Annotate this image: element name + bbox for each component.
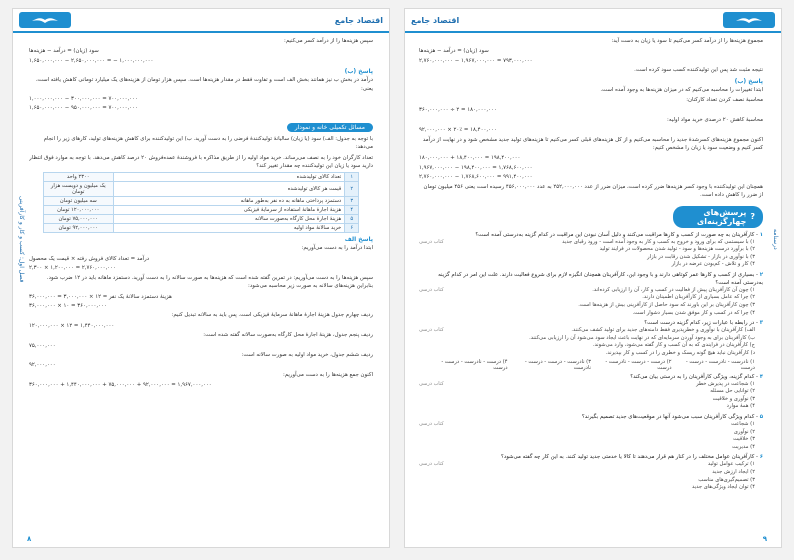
answer-heading: پاسخ (ب) bbox=[344, 68, 373, 76]
choice[interactable]: ۲) درست - درست - نادرست - درست bbox=[605, 358, 672, 371]
paragraph: محاسبهٔ نصف کردن تعداد کارکنان: bbox=[686, 97, 763, 104]
paragraph: ردیف چهارم جدول هزینهٔ اجارهٔ ماهانهٔ سرمایهٔ فیزیکی است. پس باید به سالانه تبدیل کنیم: bbox=[171, 312, 373, 319]
row-number: ۲ bbox=[345, 182, 359, 197]
page-body bbox=[29, 37, 373, 529]
paragraph: تعداد کارگران خود را به نصف می‌رساند. خرید مواد اولیه را از طریق مذاکره با فروشندهٔ عمده‌فروش ۲۰ درصد کاهش می‌دهد. با توجه به موارد فوق انتظار دارید سود یا زیان این تولیدکننده چه مقدار تغییر کند؟ bbox=[29, 154, 373, 170]
question-item bbox=[419, 271, 763, 317]
paragraph: اکنون جمع هزینه‌ها را به دست می‌آوریم: bbox=[282, 371, 373, 378]
source-tag: کتاب درسی bbox=[419, 380, 444, 387]
equation: هزینهٔ دستمزد سالانهٔ یک نفر = ۱۲ × ۳,۰۰۰,۰۰۰ = ۳۶,۰۰۰,۰۰۰ bbox=[29, 293, 172, 300]
paragraph: درآمد در بخش ب نیز همانند بخش الف است و تفاوت فقط در مقدار هزینه‌ها است. سپس هزار تومان از هزینه‌های یک میلیارد تومانی کاهش یافته است، یعنی: bbox=[36, 77, 373, 92]
question-text: ۳ - در رابطه با عبارات زیر، کدام گزینه درست است؟ bbox=[644, 320, 763, 327]
table-row bbox=[43, 224, 358, 233]
side-label: فصل اول: کسب و کار و کارآفرینی bbox=[18, 195, 25, 283]
question-number: ۲ bbox=[759, 271, 763, 278]
option[interactable]: ۲) توانایی حل مسئله bbox=[710, 388, 755, 395]
answer-heading: پاسخ الف bbox=[344, 236, 373, 244]
question-item bbox=[419, 319, 763, 370]
source-tag: کتاب درسی bbox=[419, 238, 444, 245]
option[interactable]: ۳) چون کارآفرینان بر این باورند که سود حاصل از کارآفرینی بیش از هزینه‌ها است. bbox=[578, 302, 755, 309]
choice[interactable]: ۱) نادرست - نادرست - درست - درست bbox=[685, 358, 755, 371]
equation: ۱,۰۰۰,۰۰۰,۰۰۰ − ۳۰۰,۰۰۰,۰۰۰ = ۷۰۰,۰۰۰,۰۰۰ bbox=[29, 96, 138, 103]
choice-row bbox=[419, 359, 763, 371]
right-page bbox=[404, 8, 782, 548]
row-value: یک میلیون و دویست هزار تومان bbox=[43, 182, 113, 197]
paragraph: اکنون مجموع هزینه‌های کسرشدهٔ جدید را محاسبه می‌کنیم و از کل هزینه‌های قبلی کسر می‌کنیم تا هزینه‌های تولید جدید مشخص شود و در نهایت از درآمد کسر کنیم و وضعیت سود یا زیان را مشخص کنیم: bbox=[422, 136, 763, 152]
option[interactable]: ۴) مدیریت bbox=[732, 443, 755, 450]
row-value: ۹۲,۰۰۰,۰۰۰ تومان bbox=[43, 224, 113, 233]
row-number: ۳ bbox=[345, 197, 359, 206]
option[interactable]: ۱) چون آن کارآفرینان پیش از فعالیت در کسب و کار، آن را ارزیابی کرده‌اند. bbox=[592, 286, 755, 293]
page-number: ۹ bbox=[762, 535, 767, 543]
row-number: ۱ bbox=[345, 173, 359, 182]
equation: ۱۲۰,۰۰۰,۰۰۰ × ۱۲ = ۱,۴۴۰,۰۰۰,۰۰۰ bbox=[29, 322, 115, 329]
option[interactable]: ب) کارآفرینان برای به وجود آوردن سرمایه‌ای که در نهایت باعث ایجاد سود می‌شود آن را ارزیابی می‌کنند. bbox=[529, 334, 755, 341]
equation: ۲,۷۶۰,۰۰۰,۰۰۰ − ۱,۷۶۸,۶۰۰,۰۰۰ = ۹۹۱,۴۰۰,۰۰۰ bbox=[419, 174, 533, 181]
header-title: اقتصاد جامع bbox=[334, 15, 383, 25]
question-item bbox=[419, 231, 763, 269]
row-number: ۵ bbox=[345, 215, 359, 224]
answer-heading: پاسخ (ب) bbox=[734, 77, 763, 85]
section-heading bbox=[673, 206, 763, 228]
option[interactable]: ۲) با برآورد درست هزینه‌ها و سود - تولید شدن محصولات در فرایند تولید bbox=[599, 246, 755, 253]
question-body: کارآفرینان به چه صورت از کسب و کارها مراقبت می‌کنند و دلیل آسان نبودن این مراقبت در کدام گزینه به‌درستی آمده است؟ bbox=[475, 231, 755, 238]
question-text: ۱ - کارآفرینان به چه صورت از کسب و کارها مراقبت می‌کنند و دلیل آسان نبودن این مراقبت در کدام گزینه به‌درستی آمده است؟ bbox=[475, 231, 763, 238]
paragraph: ردیف ششم جدول، خرید مواد اولیه به صورت سالانه است: bbox=[241, 351, 373, 358]
source-tag: کتاب درسی bbox=[419, 421, 444, 427]
question-item bbox=[419, 373, 763, 411]
question-body: کدام گزینه، ویژگی کارآفرینان را به درستی بیان می‌کند؟ bbox=[630, 373, 755, 380]
equation: ۷۵,۰۰۰,۰۰۰ bbox=[29, 342, 56, 349]
choice[interactable]: ۳) نادرست - درست - درست - نادرست bbox=[524, 358, 591, 371]
source-tag: کتاب درسی bbox=[419, 461, 444, 468]
header-title: اقتصاد جامع bbox=[411, 15, 460, 25]
question-text: ۲ - بسیاری از کسب و کارها عمر کوتاهی دارند و با وجود این، کارآفرینان همچنان انگیزه لازم برای شروع فعالیت دارند. علت این امر در کدام گزینه به‌درستی آمده است؟ bbox=[438, 271, 763, 286]
question-number: ۴ bbox=[759, 373, 763, 380]
question-body: کارآفرینان عوامل مختلف را در کنار هم قرار می‌دهند تا کالا یا خدمتی جدید تولید کنند. به این کار چه گفته می‌شود؟ bbox=[500, 454, 755, 461]
option[interactable]: ۲) چرا که عامل بسیاری از کارآفرینان اطمینان دارند. bbox=[642, 294, 755, 301]
paragraph: محاسبهٔ کاهش ۲۰ درصدی خرید مواد اولیه: bbox=[667, 116, 763, 123]
choice[interactable]: ۴) درست - نادرست - درست - درست bbox=[441, 358, 508, 371]
question-item bbox=[419, 413, 763, 451]
page-header bbox=[405, 9, 781, 33]
paragraph: ابتدا تغییرات را محاسبه می‌کنیم که در میزان هزینه‌ها به وجود آمده است. bbox=[600, 86, 763, 93]
equation: سود (زیان) = درآمد − هزینه‌ها bbox=[419, 48, 489, 55]
paragraph: ردیف پنجم جدول، هزینهٔ اجارهٔ محل کارگاه به‌صورت سالانه گفته شده است: bbox=[203, 332, 373, 339]
page-header bbox=[13, 9, 389, 33]
option[interactable]: ۱) شجاعت bbox=[731, 421, 755, 427]
option[interactable]: ۳) نوآوری و خلاقیت bbox=[712, 395, 755, 402]
option[interactable]: ۱) شجاعت در پذیرش خطر bbox=[696, 380, 755, 387]
row-label: قیمت هر کالای تولیدشده bbox=[113, 182, 344, 197]
option[interactable]: ۴) چرا که در کسب و کار موفق شدن بسیار دشوار است. bbox=[632, 309, 755, 316]
option[interactable]: ج) کارآفرینان در فرایندی که به آن کسب و کار گفته می‌شود، وارد می‌شوند. bbox=[592, 342, 755, 349]
equation: ۲,۷۶۰,۰۰۰,۰۰۰ − ۱,۹۶۷,۰۰۰,۰۰۰ = ۷۹۳,۰۰۰,۰۰۰ bbox=[419, 57, 533, 64]
option[interactable]: ۳) خلاقیت bbox=[733, 436, 755, 443]
paragraph: سپس هزینه‌ها را به دست می‌آوریم: در تمرین گفته شده است که هزینه‌ها به صورت سالانه را به دست آورید. دستمزد ماهانه باید در ۱۲ ضرب شود. بنابراین هزینه‌های سالانه به صورت زیر محاسبه می‌شود: bbox=[46, 274, 373, 290]
option[interactable]: ۴) همهٔ موارد bbox=[726, 403, 755, 410]
row-label: هزینهٔ اجارهٔ ماهانهٔ استفاده از سرمایهٔ فیزیکی bbox=[113, 206, 344, 215]
equation: ۱,۹۶۷,۰۰۰,۰۰۰ − ۱۹۸,۴۰۰,۰۰۰ = ۱,۷۶۸,۶۰۰,۰۰۰ bbox=[419, 164, 533, 171]
question-number: ۵ bbox=[759, 414, 763, 420]
question-number: ۱ bbox=[759, 231, 763, 238]
paragraph: سپس هزینه‌ها را از درآمد کسر می‌کنیم: bbox=[284, 38, 373, 44]
side-label: درسنامه bbox=[772, 228, 779, 250]
page-number: ۸ bbox=[27, 535, 32, 543]
paragraph: ابتدا درآمد را به دست می‌آوریم: bbox=[301, 245, 373, 252]
option[interactable]: د) کارآفرینان نباید هیچ گونه ریسک و خطری را در کسب و کار بپذیرند. bbox=[605, 350, 755, 357]
question-body: بسیاری از کسب و کارها عمر کوتاهی دارند و با وجود این، کارآفرینان همچنان انگیزه لازم برای شروع فعالیت دارند. علت این امر در کدام گزینه به‌درستی آمده است؟ bbox=[438, 271, 763, 286]
table-row bbox=[43, 206, 358, 215]
question-mark-icon: ? bbox=[750, 212, 755, 221]
question-text: ۶ - کارآفرینان عوامل مختلف را در کنار هم قرار می‌دهند تا کالا یا خدمتی جدید تولید کنند. به این کار چه گفته می‌شود؟ bbox=[500, 454, 763, 461]
equation: ۲,۳۰۰ × ۱,۲۰۰,۰۰۰ = ۲,۷۶۰,۰۰۰,۰۰۰ bbox=[29, 265, 116, 272]
option[interactable]: الف) کارآفرینان با نوآوری و خطرپذیری فقط دامنه‌های جدید برای تولید کشف می‌کنند. bbox=[571, 327, 755, 334]
table-row bbox=[43, 215, 358, 224]
row-value: سه میلیون تومان bbox=[43, 197, 113, 206]
box-title: مسائل تکمیلی خانه و نمودار bbox=[287, 123, 373, 132]
left-page bbox=[12, 8, 390, 548]
option[interactable]: ۲) نوآوری bbox=[733, 428, 755, 435]
option[interactable]: ۲) ایجاد ارزش جدید bbox=[712, 468, 755, 475]
equation: ۱,۶۵۰,۰۰۰,۰۰۰ − ۹۵۰,۰۰۰,۰۰۰ = ۷۰۰,۰۰۰,۰۰۰ bbox=[29, 105, 138, 112]
row-label: هزینهٔ اجارهٔ محل کارگاه به‌صورت سالانه bbox=[113, 215, 344, 224]
table-row bbox=[43, 182, 358, 197]
page-body bbox=[419, 37, 763, 529]
equation: ۳۶۰,۰۰۰,۰۰۰ + ۱,۴۴۰,۰۰۰,۰۰۰ + ۷۵,۰۰۰,۰۰۰ + ۹۲,۰۰۰,۰۰۰ = ۱,۹۶۷,۰۰۰,۰۰۰ bbox=[29, 382, 212, 389]
table-row bbox=[43, 197, 358, 206]
option[interactable]: ۳) با نوآوری در بازار - تشکیل شدن رقابت در بازار bbox=[647, 253, 755, 260]
equation: ۳۶,۰۰۰,۰۰۰ × ۱۰ = ۳۶۰,۰۰۰,۰۰۰ bbox=[29, 302, 107, 309]
section-title: پرسش‌های چهارگزینه‌ای bbox=[696, 207, 747, 226]
equation: ۹۲,۰۰۰,۰۰۰ × ۲۰٪ = ۱۸,۴۰۰,۰۰۰ bbox=[419, 127, 497, 134]
paragraph: نتیجه مثبت شد پس این تولیدکننده کسب سود کرده است. bbox=[634, 67, 763, 74]
row-label: خرید سالانهٔ مواد اولیه bbox=[113, 224, 344, 233]
option[interactable]: ۱) ترکیب عوامل تولید bbox=[707, 461, 755, 468]
row-number: ۶ bbox=[345, 224, 359, 233]
equation: درآمد = تعداد کالای فروش رفته × قیمت یک محصول bbox=[29, 255, 150, 262]
option[interactable]: ۴) کار و تلاش - کم‌بودن عرضه در بازار bbox=[671, 261, 755, 268]
source-tag: کتاب درسی bbox=[419, 327, 444, 334]
paragraph: با توجه به جدول: الف) سود (یا زیان) سالیانهٔ تولیدکنندهٔ فرضی را به دست آورید. ب) این تولیدکننده برای کاهش هزینه‌های تولید، کارهای زیر را انجام می‌دهد: bbox=[43, 135, 373, 151]
table-row bbox=[43, 173, 358, 182]
question-text: ۴ - کدام گزینه، ویژگی کارآفرینان را به درستی بیان می‌کند؟ bbox=[630, 373, 763, 380]
option[interactable]: ۴) توان ایجاد ویژگی‌های جدید bbox=[692, 484, 755, 491]
question-list bbox=[419, 231, 763, 492]
question-body: کدام ویژگی کارآفرینان سبب می‌شود آنها در موقعیت‌های جدید تصمیم بگیرند؟ bbox=[581, 414, 755, 420]
question-item bbox=[419, 453, 763, 491]
option[interactable]: ۱) با سیستمی که برای ورود و خروج به کسب و کار به وجود آمده است - ورود رقبای جدید bbox=[562, 238, 755, 245]
paragraph: همچنان این تولیدکننده با وجود کسر هزینه‌ها ضرر کرده است، میزان ضرر از عدد ۲۵۲,۰۰۰,۰۰۰ به عدد ۴۵۶,۰۰۰,۰۰۰ رسیده است یعنی ۴۵۶ میلیون تومان از ضرر را کاهش داده است. bbox=[423, 183, 763, 199]
equation: ۳۶۰,۰۰۰,۰۰۰ ÷ ۲ = ۱۸۰,۰۰۰,۰۰۰ bbox=[419, 107, 497, 114]
equation: سود (زیان) = درآمد − هزینه‌ها bbox=[29, 48, 99, 55]
question-number: ۶ bbox=[759, 454, 763, 461]
bird-icon bbox=[734, 15, 764, 25]
row-number: ۴ bbox=[345, 206, 359, 215]
row-value: ۷۵,۰۰۰,۰۰۰ تومان bbox=[43, 215, 113, 224]
bird-icon bbox=[30, 15, 60, 25]
publisher-logo bbox=[19, 12, 71, 28]
row-value: ۱۲۰,۰۰۰,۰۰۰ تومان bbox=[43, 206, 113, 215]
question-text: ۵ - کدام ویژگی کارآفرینان سبب می‌شود آنها در موقعیت‌های جدید تصمیم بگیرند؟ bbox=[581, 414, 763, 420]
row-value: ۲۳۰۰ واحد bbox=[43, 173, 113, 182]
source-tag: کتاب درسی bbox=[419, 286, 444, 293]
equation: ۱,۶۵۰,۰۰۰,۰۰۰ − ۲,۶۵۰,۰۰۰,۰۰۰ = − ۱,۰۰۰,۰۰۰,۰۰۰ bbox=[29, 57, 154, 64]
option[interactable]: ۳) تصمیم‌گیری‌های مناسب bbox=[698, 476, 755, 483]
publisher-logo bbox=[723, 12, 775, 28]
cost-table bbox=[43, 172, 359, 233]
question-body: در رابطه با عبارات زیر، کدام گزینه درست است؟ bbox=[644, 320, 755, 327]
question-number: ۳ bbox=[759, 320, 763, 327]
row-label: تعداد کالای تولیدشده bbox=[113, 173, 344, 182]
paragraph: مجموع هزینه‌ها را از درآمد کسر می‌کنیم تا سود یا زیان به دست آید: bbox=[611, 38, 763, 44]
equation: ۱۸۰,۰۰۰,۰۰۰ + ۱۸,۴۰۰,۰۰۰ = ۱۹۸,۴۰۰,۰۰۰ bbox=[419, 155, 521, 162]
equation: ۹۲,۰۰۰,۰۰۰ bbox=[29, 362, 56, 369]
row-label: دستمزد پرداختی ماهانه به ده نفر به‌طور ماهانه bbox=[113, 197, 344, 206]
